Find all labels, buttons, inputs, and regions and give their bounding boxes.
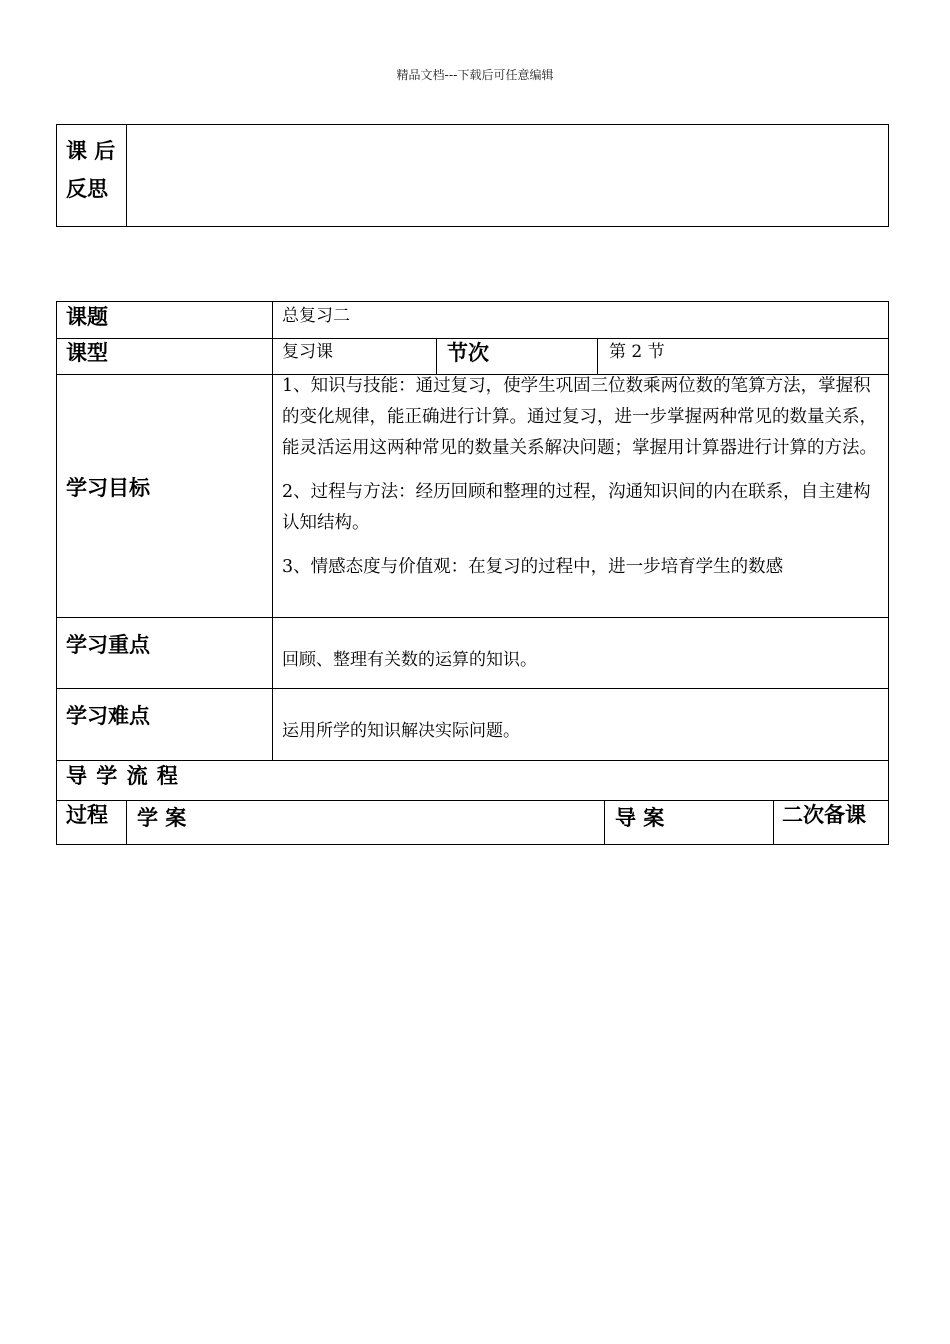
period-label: 节次 <box>447 341 489 365</box>
second-prep-column-line <box>773 800 774 845</box>
reflection-label: 课 后 反思 <box>66 139 116 201</box>
study-plan-label: 学 案 <box>137 806 187 830</box>
objective-item: 2、过程与方法：经历回顾和整理的过程，沟通知识间的内在联系，自主建构认知结构。 <box>282 482 871 533</box>
type-value[interactable]: 复习课 <box>282 342 333 362</box>
label-column-line <box>272 301 273 760</box>
period-value[interactable]: 第 2 节 <box>609 342 665 362</box>
objective-item: 3、情感态度与价值观：在复习的过程中，进一步培育学生的数感 <box>282 557 784 577</box>
process-label: 过程 <box>66 803 108 827</box>
process-column-line <box>126 800 127 845</box>
reflection-divider <box>126 124 127 227</box>
second-prep-label: 二次备课 <box>782 803 866 827</box>
type-label: 课型 <box>66 341 108 365</box>
reflection-content[interactable] <box>134 134 879 218</box>
guide-column-line <box>604 800 605 845</box>
row-line <box>56 800 889 801</box>
objectives-label: 学习目标 <box>66 476 150 500</box>
topic-value[interactable]: 总复习二 <box>282 306 350 326</box>
period-column-line <box>597 338 598 374</box>
guide-plan-label: 导 案 <box>615 806 665 830</box>
flow-label: 导 学 流 程 <box>66 764 179 788</box>
key-points-value[interactable]: 回顾、整理有关数的运算的知识。 <box>282 650 537 670</box>
difficulty-label: 学习难点 <box>66 704 150 728</box>
row-line <box>56 688 889 689</box>
key-points-label: 学习重点 <box>66 633 150 657</box>
row-line <box>56 760 889 761</box>
objective-item: 1、知识与技能：通过复习，使学生巩固三位数乘两位数的笔算方法，掌握积的变化规律，能正确进行计算。通过复习，进一步掌握两种常见的数量关系，能灵活运用这两种常见的数量关系解决问题；掌握用计算器进行计算的方法。 <box>282 376 877 458</box>
difficulty-value[interactable]: 运用所学的知识解决实际问题。 <box>282 721 520 741</box>
topic-label: 课题 <box>66 305 108 329</box>
row-line <box>56 338 889 339</box>
period-column-line <box>436 338 437 374</box>
page-header: 精品文档---下载后可任意编辑 <box>396 68 554 82</box>
objectives-content[interactable] <box>282 371 880 616</box>
row-line <box>56 617 889 618</box>
